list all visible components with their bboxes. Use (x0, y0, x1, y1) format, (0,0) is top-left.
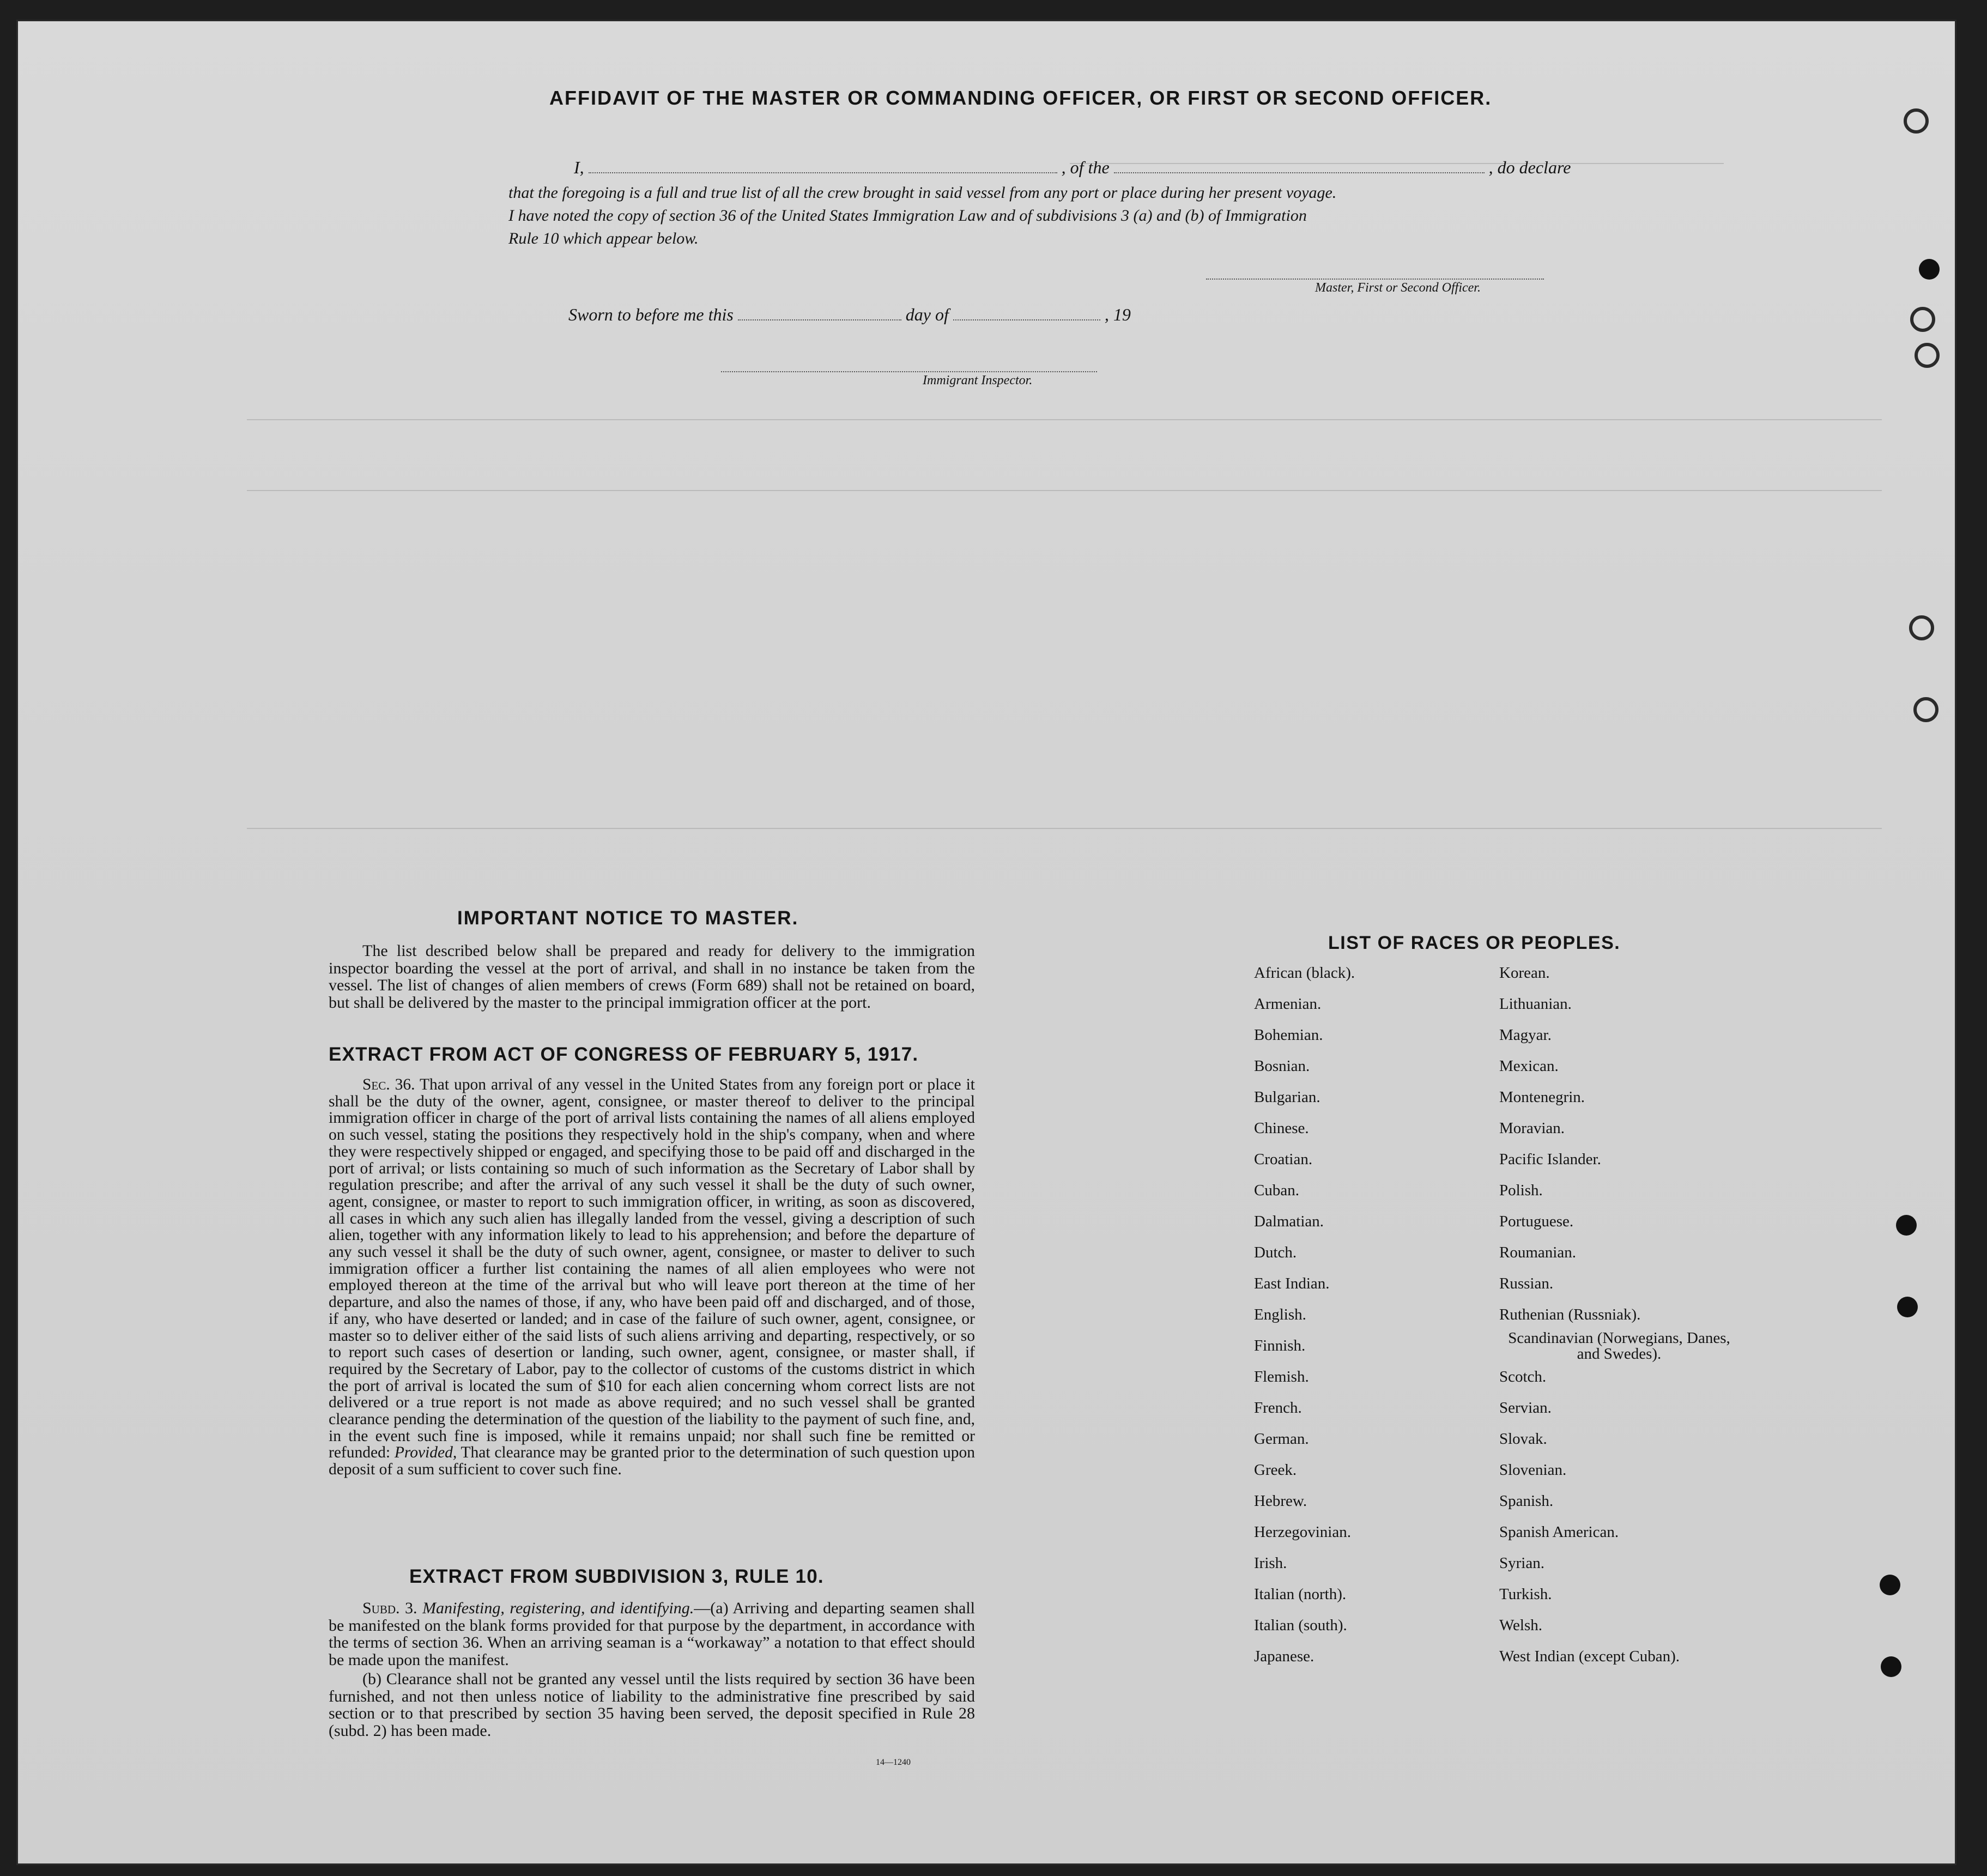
race-item: Pacific Islander. (1499, 1151, 1601, 1168)
race-item: Lithuanian. (1499, 995, 1572, 1013)
punch-hole (1904, 108, 1929, 134)
punch-hole (1881, 1656, 1901, 1677)
race-item: Scandinavian (Norwegians, Danes, and Swedes). (1508, 1329, 1730, 1363)
race-item: Montenegrin. (1499, 1088, 1585, 1106)
name-blank (589, 158, 1057, 173)
affidavit-of-the: , of the (1061, 158, 1110, 177)
day-of-text: day of (905, 305, 949, 324)
race-item: Slovenian. (1499, 1461, 1567, 1479)
race-item: English. (1254, 1306, 1306, 1323)
race-item: Korean. (1499, 964, 1550, 982)
race-item: German. (1254, 1430, 1309, 1448)
race-item: Italian (south). (1254, 1617, 1347, 1634)
race-item: Dutch. (1254, 1244, 1297, 1261)
bleed-through-rule (247, 490, 1882, 491)
form-number: 14—1240 (876, 1758, 911, 1767)
act-text (329, 1076, 975, 1478)
punch-hole (1897, 1297, 1918, 1317)
race-item: Spanish. (1499, 1492, 1554, 1510)
vessel-blank (1114, 158, 1485, 173)
sworn-text: Sworn to before me this (568, 305, 734, 324)
year-text: , 19 (1104, 305, 1131, 324)
race-item: Ruthenian (Russniak). (1499, 1306, 1641, 1323)
race-item: Spanish American. (1499, 1523, 1619, 1541)
race-item: Russian. (1499, 1275, 1554, 1292)
race-item: Herzegovinian. (1254, 1523, 1351, 1541)
race-item: Finnish. (1254, 1337, 1306, 1354)
race-item: Portuguese. (1499, 1213, 1574, 1230)
act-title: EXTRACT FROM ACT OF CONGRESS OF FEBRUARY 5, 1917. (329, 1044, 919, 1065)
notice-title: IMPORTANT NOTICE TO MASTER. (457, 907, 799, 929)
signature-line (1206, 277, 1544, 280)
race-item: Cuban. (1254, 1182, 1299, 1199)
race-item: West Indian (except Cuban). (1499, 1648, 1680, 1665)
race-item: Slovak. (1499, 1430, 1547, 1448)
punch-hole (1913, 697, 1938, 722)
affidavit-do-declare: , do declare (1488, 158, 1571, 177)
races-column-1 (1254, 958, 1355, 1672)
race-item: Roumanian. (1499, 1244, 1576, 1261)
inspector-label: Immigrant Inspector. (923, 373, 1033, 388)
race-item: Japanese. (1254, 1648, 1314, 1665)
bleed-through-rule (247, 419, 1882, 420)
punch-hole (1910, 307, 1935, 332)
race-item: Greek. (1254, 1461, 1297, 1479)
race-item: Mexican. (1499, 1057, 1559, 1075)
notice-text: The list described below shall be prepared and ready for delivery to the immigration inspector boarding the vessel at the port of arrival, and shall in no instance be taken from the vessel. The list of changes of alien members of crews (Form 689) shall not be retained on board, but shall be delivered by the master to the principal immigration officer at the port. (329, 942, 975, 1012)
bleed-through-rule (247, 828, 1882, 829)
rule-text-a (329, 1600, 975, 1668)
affidavit-line-1 (574, 158, 1571, 178)
race-item: Servian. (1499, 1399, 1552, 1417)
race-item: Welsh. (1499, 1617, 1543, 1634)
race-item: East Indian. (1254, 1275, 1330, 1292)
rule-title: EXTRACT FROM SUBDIVISION 3, RULE 10. (409, 1566, 824, 1587)
affidavit-i: I, (574, 158, 584, 177)
race-item: Hebrew. (1254, 1492, 1307, 1510)
act-body-end: That clearance may be granted prior to the determination of such question upon deposit of a sum sufficient to cover such fine. (329, 1444, 976, 1479)
race-item: Scotch. (1499, 1368, 1547, 1385)
month-blank (953, 305, 1100, 320)
affidavit-line-3: I have noted the copy of section 36 of the United States Immigration Law and of subdivisions 3 (a) and (b) of Immigration (508, 207, 1307, 225)
punch-hole (1915, 343, 1940, 368)
affidavit-title: AFFIDAVIT OF THE MASTER OR COMMANDING OFFICER, OR FIRST OR SECOND OFFICER. (549, 87, 1492, 109)
rule-body-a: —(a) Arriving and departing seamen shall be manifested on the blank forms provided for that purpose by the department, in accordance with the terms of section 36. When an arriving seaman is a “workaway” a notation to that effect should be made upon the manifest. (329, 1599, 975, 1669)
day-blank (738, 305, 901, 320)
race-item: Chinese. (1254, 1119, 1309, 1137)
race-item: Dalmatian. (1254, 1213, 1324, 1230)
rule-text-b: (b) Clearance shall not be granted any vessel until the lists required by section 36 have been furnished, and not then unless notice of liability to the administrative fine prescribed by said section or to that prescribed by section 35 having been served, the deposit specified in Rule 28 (subd. 2) has been made. (329, 1670, 975, 1740)
race-item: Bulgarian. (1254, 1088, 1320, 1106)
signature-label: Master, First or Second Officer. (1315, 281, 1481, 295)
act-body: That upon arrival of any vessel in the United States from any foreign port or place it shall be the duty of the owner, agent, consignee, or master thereof to deliver to the principal immigration officer in charge of the port of arrival lists containing the names of all aliens employed on such vessel, stating the positions they respectively hold in the ship's company, when and where they were respectively shipped or engaged, and specifying those to be paid off and discharged in the port of arrival; or lists containing so much of such information as the Secretary of Labor shall by regulation prescribe; and after the arrival of any such vessel it shall be the duty of such owner, agent, consignee, or master to report to such immigration officer, in writing, as soon as discovered, all cases in which any such alien has illegally landed from the vessel, giving a description of such alien, together with any information likely to lead to his apprehension; and before the departure of any such vessel it shall be the duty of such owner, agent, consignee, or master to deliver to such immigration officer a further list containing the names of all alien employees who were not employed thereon at the time of the arrival but who will leave port thereon at the time of her departure, and also the names of those, if any, who have been paid off and discharged, and of those, if any, who have deserted or landed; and in case of the failure of such owner, agent, consignee, or master so to deliver either of the said lists of such aliens arriving and departing, respectively, or so to report such cases of desertion or landing, such owner, agent, consignee, or master shall, if required by the Secretary of Labor, pay to the collector of customs of the customs district in which the port of arrival is located the sum of $10 for each alien concerning whom correct lists are not delivered or a true report is not made as above required; and no such vessel shall be granted clearance pending the determination of the question of the liability to the payment of such fine, and, in the event such fine is imposed, while it remains unpaid; nor shall such fine be remitted or refunded: (329, 1076, 975, 1462)
sworn-line (568, 305, 1131, 325)
race-item: Polish. (1499, 1182, 1543, 1199)
race-item: Bosnian. (1254, 1057, 1310, 1075)
punch-hole (1919, 259, 1940, 280)
races-column-2 (1499, 958, 1739, 1672)
act-sec-label: Sec. 36. (362, 1076, 415, 1093)
race-item: Bohemian. (1254, 1026, 1323, 1044)
race-item: Croatian. (1254, 1151, 1313, 1168)
race-item: French. (1254, 1399, 1302, 1417)
race-item: Flemish. (1254, 1368, 1309, 1385)
race-item: African (black). (1254, 964, 1355, 982)
document-page (16, 20, 1956, 1865)
race-item: Moravian. (1499, 1119, 1565, 1137)
punch-hole (1880, 1575, 1900, 1595)
race-item: Irish. (1254, 1554, 1287, 1572)
inspector-line (721, 370, 1097, 372)
affidavit-line-2: that the foregoing is a full and true list of all the crew brought in said vessel from any port or place during her present voyage. (508, 184, 1337, 202)
rule-subd-heading: Manifesting, registering, and identifying. (422, 1599, 694, 1617)
punch-hole (1909, 615, 1934, 640)
act-provided-label: Provided, (394, 1444, 457, 1462)
punch-hole (1896, 1215, 1917, 1236)
race-item: Armenian. (1254, 995, 1322, 1013)
affidavit-line-4: Rule 10 which appear below. (508, 229, 699, 247)
race-item: Magyar. (1499, 1026, 1552, 1044)
race-item: Italian (north). (1254, 1585, 1347, 1603)
rule-subd-label: Subd. 3. (362, 1599, 417, 1617)
race-item: Turkish. (1499, 1585, 1552, 1603)
races-title: LIST OF RACES OR PEOPLES. (1328, 933, 1621, 953)
race-item: Syrian. (1499, 1554, 1544, 1572)
